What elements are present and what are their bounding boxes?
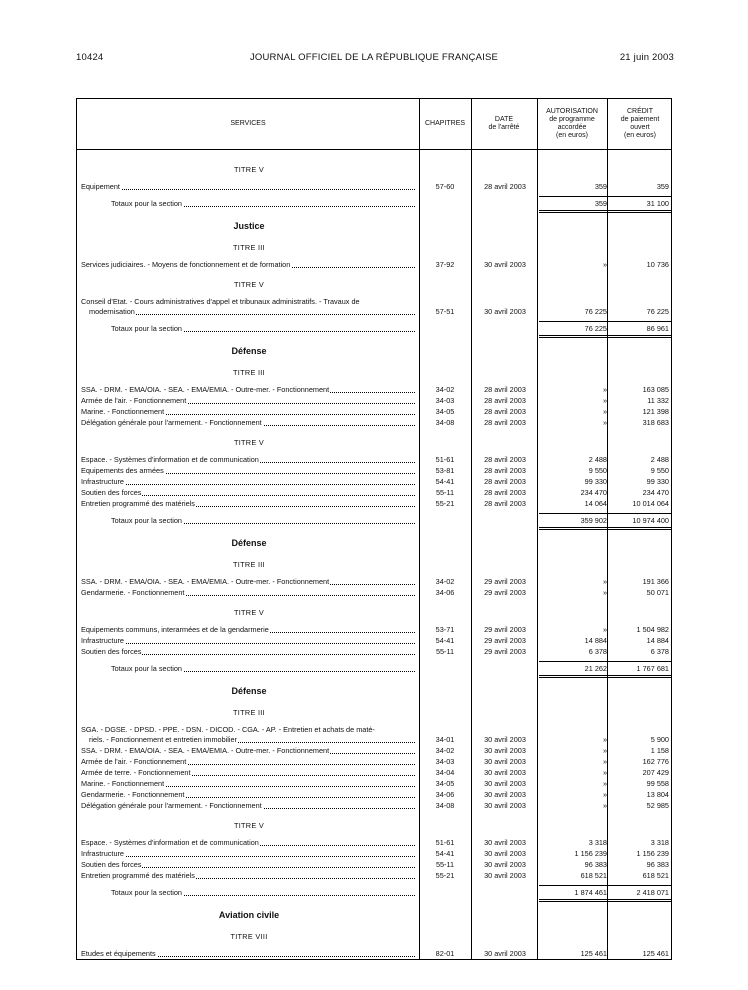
chapitre-cell: 57-60 — [435, 182, 455, 191]
date-cell: 29 avril 2003 — [484, 625, 526, 634]
credit-cell: 52 985 — [646, 801, 669, 810]
autorisation-cell: 2 488 — [588, 455, 607, 464]
chapitre-cell: 34-05 — [435, 779, 455, 788]
chapitre-cell: 37-92 — [435, 260, 455, 269]
total-row — [77, 515, 671, 526]
credit-cell: 96 383 — [646, 860, 669, 869]
date-cell: 30 avril 2003 — [484, 757, 526, 766]
chapitre-cell: 34-05 — [435, 407, 455, 416]
autorisation-cell: » — [602, 577, 607, 586]
credit-cell: 163 085 — [642, 385, 669, 394]
table-row — [77, 646, 671, 657]
header-auto-line2: de programme — [549, 115, 595, 123]
chapitre-cell: 53-81 — [435, 466, 455, 475]
table-row-continued — [77, 306, 671, 317]
chapitre-cell: 82-01 — [435, 949, 455, 958]
total-rule — [539, 210, 671, 211]
autorisation-cell: 359 — [594, 199, 607, 208]
credit-cell: 1 504 982 — [636, 625, 669, 634]
service-label — [81, 635, 415, 646]
service-label — [81, 948, 415, 959]
service-label — [81, 395, 415, 406]
table-row — [77, 181, 671, 192]
total-rule — [539, 677, 671, 678]
total-row — [77, 198, 671, 209]
titre-heading: TITRE V — [233, 280, 265, 289]
total-rule — [539, 901, 671, 902]
date-cell: 30 avril 2003 — [484, 768, 526, 777]
chapitre-cell: 34-02 — [435, 385, 455, 394]
service-label-text: Armée de l'air. - Fonctionnement — [81, 757, 187, 766]
service-label — [81, 646, 415, 657]
total-rule — [539, 661, 671, 662]
credit-cell: 2 418 071 — [636, 888, 669, 897]
header-credit-line3: ouvert — [630, 124, 650, 131]
table-row — [77, 454, 671, 465]
service-label-text: Services judiciaires. - Moyens de fonctionnement et de formation — [81, 260, 291, 269]
chapitre-cell: 34-08 — [435, 418, 455, 427]
credit-cell: 99 558 — [646, 779, 669, 788]
section-heading: Aviation civile — [218, 910, 280, 920]
titre-row — [77, 437, 671, 448]
section-heading: Défense — [231, 538, 267, 548]
table-row — [77, 465, 671, 476]
header-date — [471, 99, 537, 149]
date-cell: 29 avril 2003 — [484, 636, 526, 645]
header-credit-line1: CRÉDIT — [626, 107, 654, 115]
date-cell: 30 avril 2003 — [484, 779, 526, 788]
autorisation-cell: 76 225 — [584, 307, 607, 316]
table-row — [77, 870, 671, 881]
table-row — [77, 476, 671, 487]
table-row — [77, 778, 671, 789]
service-label — [81, 745, 415, 756]
titre-row — [77, 707, 671, 718]
service-label — [81, 181, 415, 192]
total-row — [77, 887, 671, 898]
date-cell: 30 avril 2003 — [484, 735, 526, 744]
date-cell: 29 avril 2003 — [484, 577, 526, 586]
service-label — [81, 465, 415, 476]
date-cell: 29 avril 2003 — [484, 588, 526, 597]
total-rule — [539, 513, 671, 514]
chapitre-cell: 54-41 — [435, 477, 455, 486]
credit-cell: 618 521 — [642, 871, 669, 880]
service-label-text: Equipements communs, interarmées et de la gendarmerie — [81, 625, 269, 634]
header-credit-line2: de paiement — [620, 115, 660, 123]
table-header — [77, 99, 671, 150]
service-label-text: Entretien programmé des matériels — [81, 499, 195, 508]
total-rule — [539, 529, 671, 530]
chapitre-cell: 54-41 — [435, 849, 455, 858]
section-row — [77, 910, 671, 921]
credit-cell: 318 683 — [642, 418, 669, 427]
service-label — [81, 800, 415, 811]
service-label — [81, 789, 415, 800]
header-chapitres: CHAPITRES — [424, 119, 466, 127]
table-row — [77, 259, 671, 270]
chapitre-cell: 51-61 — [435, 455, 455, 464]
chapitre-cell: 34-08 — [435, 801, 455, 810]
service-label-text: SSA. - DRM. - EMA/OIA. - SEA. - EMA/EMIA. - Outre-mer. - Fonctionnement — [81, 385, 330, 394]
credit-cell: 76 225 — [646, 307, 669, 316]
credit-cell: 121 398 — [642, 407, 669, 416]
date-cell: 28 avril 2003 — [484, 488, 526, 497]
date-cell: 28 avril 2003 — [484, 455, 526, 464]
titre-row — [77, 164, 671, 175]
autorisation-cell: » — [602, 746, 607, 755]
titre-heading: TITRE III — [233, 560, 265, 569]
titre-heading: TITRE III — [233, 243, 265, 252]
date-cell: 30 avril 2003 — [484, 307, 526, 316]
allocation-table — [76, 98, 672, 960]
service-label-text: SSA. - DRM. - EMA/OIA. - SEA. - EMA/EMIA. - Outre-mer. - Fonctionnement — [81, 746, 330, 755]
page-number: 10424 — [76, 52, 104, 63]
service-label — [81, 587, 415, 598]
credit-cell: 31 100 — [646, 199, 669, 208]
table-row — [77, 745, 671, 756]
service-label — [81, 476, 415, 487]
autorisation-cell: » — [602, 625, 607, 634]
credit-cell: 234 470 — [642, 488, 669, 497]
service-label-cont — [89, 306, 415, 317]
chapitre-cell: 54-41 — [435, 636, 455, 645]
table-row — [77, 587, 671, 598]
credit-cell: 13 804 — [646, 790, 669, 799]
service-label-text: Gendarmerie. - Fonctionnement — [81, 588, 185, 597]
section-row — [77, 346, 671, 357]
date-cell: 28 avril 2003 — [484, 182, 526, 191]
service-label: SGA. - DGSE. - DPSD. - PPE. - DSN. - DICOD. - CGA. - AP. - Entretien et achats de maté- — [81, 725, 375, 734]
titre-heading: TITRE V — [233, 438, 265, 447]
service-label — [81, 259, 415, 270]
credit-cell: 99 330 — [646, 477, 669, 486]
service-label-text: Marine. - Fonctionnement — [81, 407, 165, 416]
service-label-text: SSA. - DRM. - EMA/OIA. - SEA. - EMA/EMIA. - Outre-mer. - Fonctionnement — [81, 577, 330, 586]
table-row — [77, 767, 671, 778]
service-label-text: Soutien des forces — [81, 647, 142, 656]
titre-heading: TITRE V — [233, 821, 265, 830]
titre-row — [77, 242, 671, 253]
autorisation-cell: 234 470 — [580, 488, 607, 497]
chapitre-cell: 34-03 — [435, 757, 455, 766]
service-label — [81, 837, 415, 848]
chapitre-cell: 34-04 — [435, 768, 455, 777]
autorisation-cell: » — [602, 418, 607, 427]
service-label-text: Soutien des forces — [81, 488, 142, 497]
service-label-text: Armée de l'air. - Fonctionnement — [81, 396, 187, 405]
date-cell: 29 avril 2003 — [484, 647, 526, 656]
service-label — [111, 887, 415, 898]
autorisation-cell: 99 330 — [584, 477, 607, 486]
service-label — [81, 454, 415, 465]
header-date-line2: de l'arrêté — [488, 124, 520, 131]
total-row — [77, 323, 671, 334]
credit-cell: 10 014 064 — [632, 499, 669, 508]
autorisation-cell: 21 262 — [584, 664, 607, 673]
total-rule — [539, 899, 671, 900]
titre-row — [77, 559, 671, 570]
autorisation-cell: 1 874 461 — [574, 888, 607, 897]
service-label — [81, 576, 415, 587]
section-heading: Défense — [231, 346, 267, 356]
autorisation-cell: » — [602, 790, 607, 799]
autorisation-cell: 1 156 239 — [574, 849, 607, 858]
autorisation-cell: 14 884 — [584, 636, 607, 645]
service-label — [81, 859, 415, 870]
section-row — [77, 221, 671, 232]
credit-cell: 9 550 — [650, 466, 669, 475]
chapitre-cell: 51-61 — [435, 838, 455, 847]
chapitre-cell: 57-51 — [435, 307, 455, 316]
service-label-text: Etudes et équipements — [81, 949, 156, 958]
service-label-text: Infrastructure — [81, 477, 124, 486]
service-label-text: Infrastructure — [81, 849, 124, 858]
table-row — [77, 635, 671, 646]
service-label-text: Soutien des forces — [81, 860, 142, 869]
autorisation-cell: » — [602, 768, 607, 777]
service-label-text: Totaux pour la section — [111, 199, 182, 208]
chapitre-cell: 34-06 — [435, 790, 455, 799]
chapitre-cell: 55-11 — [435, 860, 455, 869]
autorisation-cell: 618 521 — [580, 871, 607, 880]
service-label-text: Equipement — [81, 182, 120, 191]
total-rule — [539, 885, 671, 886]
chapitre-cell: 34-03 — [435, 396, 455, 405]
credit-cell: 207 429 — [642, 768, 669, 777]
titre-row — [77, 607, 671, 618]
service-label-text: Infrastructure — [81, 636, 124, 645]
credit-cell: 359 — [656, 182, 669, 191]
table-row — [77, 848, 671, 859]
autorisation-cell: 3 318 — [588, 838, 607, 847]
credit-cell: 10 974 400 — [632, 516, 669, 525]
section-heading: Justice — [233, 221, 265, 231]
service-label-text: Equipements des armées — [81, 466, 164, 475]
date-cell: 30 avril 2003 — [484, 860, 526, 869]
total-rule — [539, 675, 671, 676]
titre-heading: TITRE VIII — [230, 932, 268, 941]
autorisation-cell: » — [602, 801, 607, 810]
credit-cell: 50 071 — [646, 588, 669, 597]
date-cell: 28 avril 2003 — [484, 407, 526, 416]
service-label-text: Espace. - Systèmes d'information et de communication — [81, 455, 259, 464]
credit-cell: 1 767 681 — [636, 664, 669, 673]
table-row — [77, 395, 671, 406]
date-cell: 30 avril 2003 — [484, 838, 526, 847]
service-label-text: Entretien programmé des matériels — [81, 871, 195, 880]
service-label — [81, 848, 415, 859]
autorisation-cell: » — [602, 396, 607, 405]
titre-heading: TITRE V — [233, 608, 265, 617]
autorisation-cell: 359 902 — [580, 516, 607, 525]
service-label-text: riels. - Fonctionnement et entretien immobilier — [89, 735, 238, 744]
chapitre-cell: 34-01 — [435, 735, 455, 744]
section-row — [77, 686, 671, 697]
autorisation-cell: 9 550 — [588, 466, 607, 475]
header-credit — [607, 99, 673, 149]
autorisation-cell: 96 383 — [584, 860, 607, 869]
date-cell: 30 avril 2003 — [484, 949, 526, 958]
service-label — [81, 406, 415, 417]
credit-cell: 162 776 — [642, 757, 669, 766]
service-label — [81, 870, 415, 881]
table-row — [77, 384, 671, 395]
table-row — [77, 624, 671, 635]
chapitre-cell: 55-21 — [435, 871, 455, 880]
total-rule — [539, 337, 671, 338]
total-row — [77, 663, 671, 674]
header-date-line1: DATE — [494, 115, 514, 123]
service-label — [81, 417, 415, 428]
autorisation-cell: » — [602, 407, 607, 416]
titre-heading: TITRE III — [233, 708, 265, 717]
autorisation-cell: 6 378 — [588, 647, 607, 656]
credit-cell: 125 461 — [642, 949, 669, 958]
titre-row — [77, 931, 671, 942]
date-cell: 28 avril 2003 — [484, 396, 526, 405]
service-label: Conseil d'Etat. - Cours administratives d'appel et tribunaux administratifs. - Travaux de — [81, 297, 360, 306]
service-label-text: Gendarmerie. - Fonctionnement — [81, 790, 185, 799]
autorisation-cell: 14 064 — [584, 499, 607, 508]
chapitre-cell: 55-11 — [435, 647, 455, 656]
total-rule — [539, 212, 671, 213]
credit-cell: 1 156 239 — [636, 849, 669, 858]
table-row — [77, 576, 671, 587]
autorisation-cell: 125 461 — [580, 949, 607, 958]
journal-title: JOURNAL OFFICIEL DE LA RÉPUBLIQUE FRANÇAISE — [249, 52, 499, 63]
autorisation-cell: » — [602, 757, 607, 766]
chapitre-cell: 34-02 — [435, 577, 455, 586]
autorisation-cell: » — [602, 385, 607, 394]
credit-cell: 6 378 — [650, 647, 669, 656]
service-label — [111, 323, 415, 334]
service-label-text: Totaux pour la section — [111, 664, 182, 673]
date-cell: 30 avril 2003 — [484, 790, 526, 799]
date-cell: 30 avril 2003 — [484, 849, 526, 858]
chapitre-cell: 55-21 — [435, 499, 455, 508]
date-cell: 28 avril 2003 — [484, 499, 526, 508]
table-row — [77, 756, 671, 767]
titre-row — [77, 279, 671, 290]
section-row — [77, 538, 671, 549]
titre-row — [77, 820, 671, 831]
chapitre-cell: 53-71 — [435, 625, 455, 634]
date-cell: 28 avril 2003 — [484, 477, 526, 486]
table-row — [77, 406, 671, 417]
date-cell: 28 avril 2003 — [484, 466, 526, 475]
service-label-text: Totaux pour la section — [111, 888, 182, 897]
autorisation-cell: » — [602, 588, 607, 597]
table-row — [77, 487, 671, 498]
table-row — [77, 948, 671, 959]
table-row — [77, 417, 671, 428]
total-rule — [539, 335, 671, 336]
service-label-text: Armée de terre. - Fonctionnement — [81, 768, 191, 777]
table-row — [77, 800, 671, 811]
header-autorisation — [537, 99, 607, 149]
header-auto-line1: AUTORISATION — [546, 107, 598, 115]
service-label — [81, 756, 415, 767]
date-cell: 28 avril 2003 — [484, 385, 526, 394]
titre-row — [77, 367, 671, 378]
header-services: SERVICES — [230, 119, 266, 127]
date-cell: 30 avril 2003 — [484, 746, 526, 755]
chapitre-cell: 55-11 — [435, 488, 455, 497]
credit-cell: 86 961 — [646, 324, 669, 333]
header-auto-line4: (en euros) — [556, 132, 588, 140]
service-label — [81, 778, 415, 789]
credit-cell: 2 488 — [650, 455, 669, 464]
date-cell: 30 avril 2003 — [484, 801, 526, 810]
service-label-text: modernisation — [89, 307, 135, 316]
service-label-text: Totaux pour la section — [111, 324, 182, 333]
credit-cell: 3 318 — [650, 838, 669, 847]
autorisation-cell: 76 225 — [584, 324, 607, 333]
section-heading: Défense — [231, 686, 267, 696]
service-label — [81, 498, 415, 509]
header-auto-line3: accordée — [557, 124, 587, 131]
autorisation-cell: » — [602, 779, 607, 788]
autorisation-cell: » — [602, 260, 607, 269]
table-row — [77, 498, 671, 509]
chapitre-cell: 34-06 — [435, 588, 455, 597]
credit-cell: 10 736 — [646, 260, 669, 269]
service-label-cont — [89, 734, 415, 745]
table-row — [77, 859, 671, 870]
service-label — [111, 198, 415, 209]
total-rule — [539, 321, 671, 322]
service-label — [111, 663, 415, 674]
credit-cell: 5 900 — [650, 735, 669, 744]
total-rule — [539, 527, 671, 528]
date-cell: 28 avril 2003 — [484, 418, 526, 427]
header-credit-line4: (en euros) — [624, 132, 656, 140]
service-label-text: Marine. - Fonctionnement — [81, 779, 165, 788]
table-row — [77, 789, 671, 800]
credit-cell: 191 366 — [642, 577, 669, 586]
service-label-text: Espace. - Systèmes d'information et de communication — [81, 838, 259, 847]
credit-cell: 14 884 — [646, 636, 669, 645]
service-label — [81, 624, 415, 635]
titre-heading: TITRE III — [233, 368, 265, 377]
date-cell: 30 avril 2003 — [484, 871, 526, 880]
autorisation-cell: » — [602, 735, 607, 744]
credit-cell: 1 158 — [650, 746, 669, 755]
titre-heading: TITRE V — [233, 165, 265, 174]
service-label-text: Délégation générale pour l'armement. - Fonctionnement — [81, 418, 262, 427]
autorisation-cell: 359 — [594, 182, 607, 191]
service-label — [111, 515, 415, 526]
table-row-continued — [77, 734, 671, 745]
chapitre-cell: 34-02 — [435, 746, 455, 755]
total-rule — [539, 196, 671, 197]
publication-date: 21 juin 2003 — [619, 52, 674, 63]
table-row — [77, 837, 671, 848]
service-label — [81, 384, 415, 395]
service-label-text: Totaux pour la section — [111, 516, 182, 525]
service-label-text: Délégation générale pour l'armement. - Fonctionnement — [81, 801, 262, 810]
date-cell: 30 avril 2003 — [484, 260, 526, 269]
service-label — [81, 487, 415, 498]
credit-cell: 11 332 — [647, 396, 669, 405]
service-label — [81, 767, 415, 778]
